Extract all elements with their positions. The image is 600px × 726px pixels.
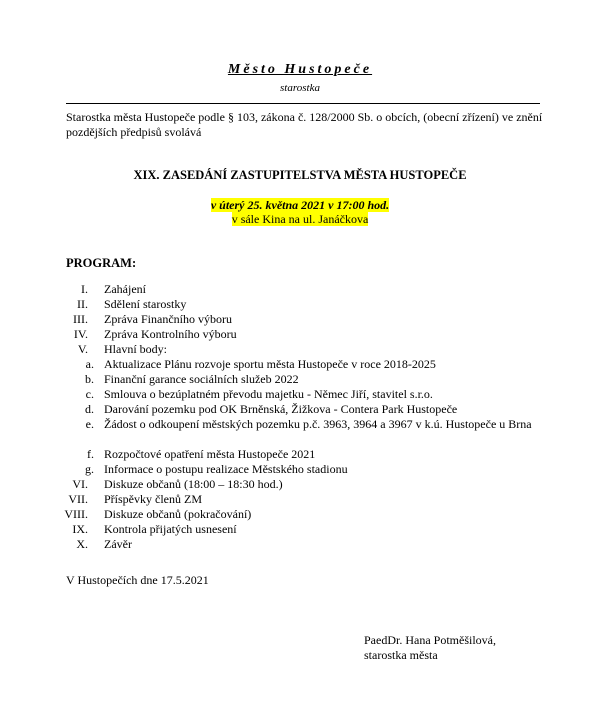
signer-role: starostka města (364, 648, 438, 662)
agenda-item (0, 282, 600, 297)
agenda-item (0, 297, 600, 312)
agenda-item-text: Diskuze občanů (pokračování) (104, 507, 252, 521)
agenda-subitem-letter: g. (85, 462, 94, 476)
meeting-venue-line (0, 212, 600, 226)
intro-paragraph: Starostka města Hustopeče podle § 103, zákona č. 128/2000 Sb. o obcích, (obecní zřízení) ve znění pozdějších předpisů svolává (66, 110, 543, 139)
agenda-item (0, 312, 600, 327)
agenda-item-number: III. (73, 312, 88, 326)
agenda-item-number: IX. (72, 522, 88, 536)
agenda-item-text: Zpráva Kontrolního výboru (104, 327, 237, 341)
agenda-item-text: Sdělení starostky (104, 297, 187, 311)
agenda-item-text: Hlavní body: (104, 342, 167, 356)
agenda-item-number: VI. (72, 477, 88, 491)
agenda-item-number: II. (77, 297, 88, 311)
meeting-title: XIX. ZASEDÁNÍ ZASTUPITELSTVA MĚSTA HUSTOPEČE (133, 168, 467, 182)
signer-name: PaedDr. Hana Potměšilová, (364, 633, 496, 647)
agenda-subitem (0, 462, 600, 477)
meeting-venue: v sále Kina na ul. Janáčkova (231, 212, 369, 226)
agenda-subitem-letter: b. (85, 372, 94, 386)
agenda-subitem (0, 402, 600, 417)
agenda-subitem-text: Darování pozemku pod OK Brněnská, Žižkova - Contera Park Hustopeče (104, 402, 458, 416)
agenda-list (0, 282, 600, 552)
agenda-subitem (0, 387, 600, 402)
agenda-subitem-text: Informace o postupu realizace Městského stadionu (104, 462, 348, 476)
agenda-item-number: IV. (73, 327, 88, 341)
agenda-item (0, 492, 600, 507)
city-subtitle: starostka (280, 82, 320, 94)
agenda-item (0, 522, 600, 537)
program-heading: PROGRAM: (66, 256, 137, 270)
agenda-item-text: Diskuze občanů (18:00 – 18:30 hod.) (104, 477, 283, 491)
agenda-subitem-letter: e. (85, 417, 94, 431)
agenda-subitem (0, 357, 600, 372)
city-heading (0, 62, 600, 78)
agenda-subitem-text: Finanční garance sociálních služeb 2022 (104, 372, 299, 386)
agenda-subitem-text: Žádost o odkoupení městských pozemku p.č. 3963, 3964 a 3967 v k.ú. Hustopeče u Brna (104, 417, 532, 431)
agenda-item-text: Zahájení (104, 282, 146, 296)
signature-block (364, 633, 496, 663)
meeting-datetime-line (0, 198, 600, 212)
place-and-date: V Hustopečích dne 17.5.2021 (66, 573, 209, 587)
agenda-subitem-letter: a. (85, 357, 94, 371)
agenda-item (0, 342, 600, 357)
agenda-subitem (0, 417, 600, 447)
agenda-item-number: VIII. (64, 507, 88, 521)
agenda-item-number: I. (81, 282, 88, 296)
agenda-subitem-text: Smlouva o bezúplatném převodu majetku - Němec Jiří, stavitel s.r.o. (104, 387, 433, 401)
header-divider (66, 103, 540, 104)
agenda-item (0, 507, 600, 522)
agenda-item-text: Kontrola přijatých usnesení (104, 522, 237, 536)
city-name: Město Hustopeče (227, 62, 373, 77)
agenda-subitem-text: Rozpočtové opatření města Hustopeče 2021 (104, 447, 316, 461)
agenda-item-text: Závěr (104, 537, 132, 551)
agenda-item-number: VII. (68, 492, 88, 506)
agenda-subitem-text: Aktualizace Plánu rozvoje sportu města Hustopeče v roce 2018-2025 (104, 357, 436, 371)
agenda-subitem (0, 372, 600, 387)
agenda-subitem (0, 447, 600, 462)
agenda-item-text: Zpráva Finančního výboru (104, 312, 232, 326)
agenda-item (0, 537, 600, 552)
agenda-subitem-letter: c. (85, 387, 94, 401)
agenda-subitem-letter: d. (85, 402, 94, 416)
agenda-item-text: Příspěvky členů ZM (104, 492, 202, 506)
agenda-item (0, 327, 600, 342)
agenda-subitem-letter: f. (87, 447, 94, 461)
meeting-datetime: v úterý 25. května 2021 v 17:00 hod. (210, 198, 390, 212)
agenda-item-number: V. (77, 342, 88, 356)
agenda-item (0, 477, 600, 492)
agenda-item-number: X. (76, 537, 88, 551)
